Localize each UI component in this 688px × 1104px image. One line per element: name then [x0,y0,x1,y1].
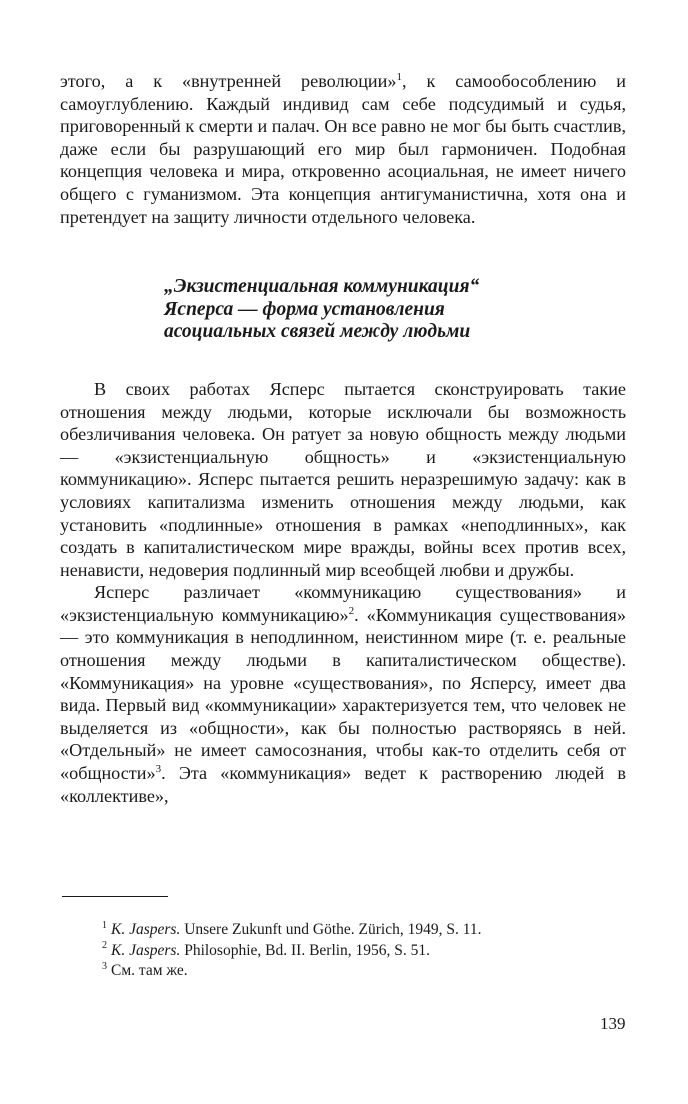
footnote-ref-2[interactable]: 2 [348,604,355,617]
footnote-3-mark: 3 [102,960,107,972]
heading-line-2: Ясперса — форма установления [164,298,445,320]
paragraph-2-part-2: . «Коммуникация существования» — это коммуникация в неподлинном, неистинном мире (т. е. реальные отношения между людьми в капиталистическом обществе). «Коммуникация» на уровне «существования», по Ясперсу, имеет два вида. Первый вид «коммуникации» характеризуется тем, что человек не выделяется из «общности», как бы полностью растворяясь в ней. «Отдельный» не имеет самосознания, чтобы как-то отделить себя от «общности» [60,604,626,784]
footnote-1 [60,920,628,941]
footnote-divider [62,896,168,897]
footnote-2 [60,941,628,962]
intro-text-after: , к самообособлению и самоуглублению. Каждый индивид сам себе подсудимый и судья, приговоренный к смерти и палач. Он все равно не мог бы быть счастлив, даже если бы разрушающий его мир был гармоничен. Подобная концепция человека и мира, откровенно асоциальная, не имеет ничего общего с гуманизмом. Эта концепция антигуманистична, хотя она и претендует на защиту личности отдельного человека. [60,71,626,227]
footnote-2-author: K. Jaspers. [111,941,181,959]
intro-text-before: этого, а к «внутренней революции» [60,71,397,91]
paragraph-2 [60,581,626,807]
footnote-1-author: K. Jaspers. [111,921,181,938]
footnote-2-mark: 2 [102,940,107,952]
section-heading [164,276,626,344]
footnotes [60,920,628,982]
footnote-1-text: Unsere Zukunft und Göthe. Zürich, 1949, S. 11. [180,921,482,938]
footnote-ref-1[interactable]: 1 [396,70,402,83]
footnote-1-mark: 1 [102,919,107,931]
footnote-2-text: Philosophie, Bd. II. Berlin, 1956, S. 51. [180,941,431,959]
footnote-3-text: См. там же. [111,962,188,979]
paragraph-1: В своих работах Ясперс пытается сконструировать такие отношения между людьми, которые исключали бы возможность обезличивания человека. Он ратует за новую общность между людьми — «экзистенциальную общность» и «экзистенциальную коммуникацию». Ясперс пытается решить неразрешимую задачу: как в условиях капитализма изменить отношения между людьми, как установить «подлинные» отношения в рамках «неподлинных», как создать в капиталистическом мире вражды, войны всех против всех, ненависти, недоверия подлинный мир всеобщей любви и дружбы. [60,378,626,580]
footnote-ref-3[interactable]: 3 [155,762,162,775]
paragraph-2-part-3: . Эта «коммуникация» ведет к растворению людей в «коллективе», [60,763,626,806]
footnote-3 [60,961,628,982]
heading-line-3: асоциальных связей между людьми [164,321,471,343]
intro-paragraph [60,70,626,228]
page-body [60,70,626,807]
paragraph-2-part-1: Ясперс различает «коммуникацию существования» и «экзистенциальную коммуникацию» [60,582,626,625]
heading-line-1: „Экзистенциальная коммуникация“ [164,276,480,298]
page-number: 139 [600,1014,626,1033]
